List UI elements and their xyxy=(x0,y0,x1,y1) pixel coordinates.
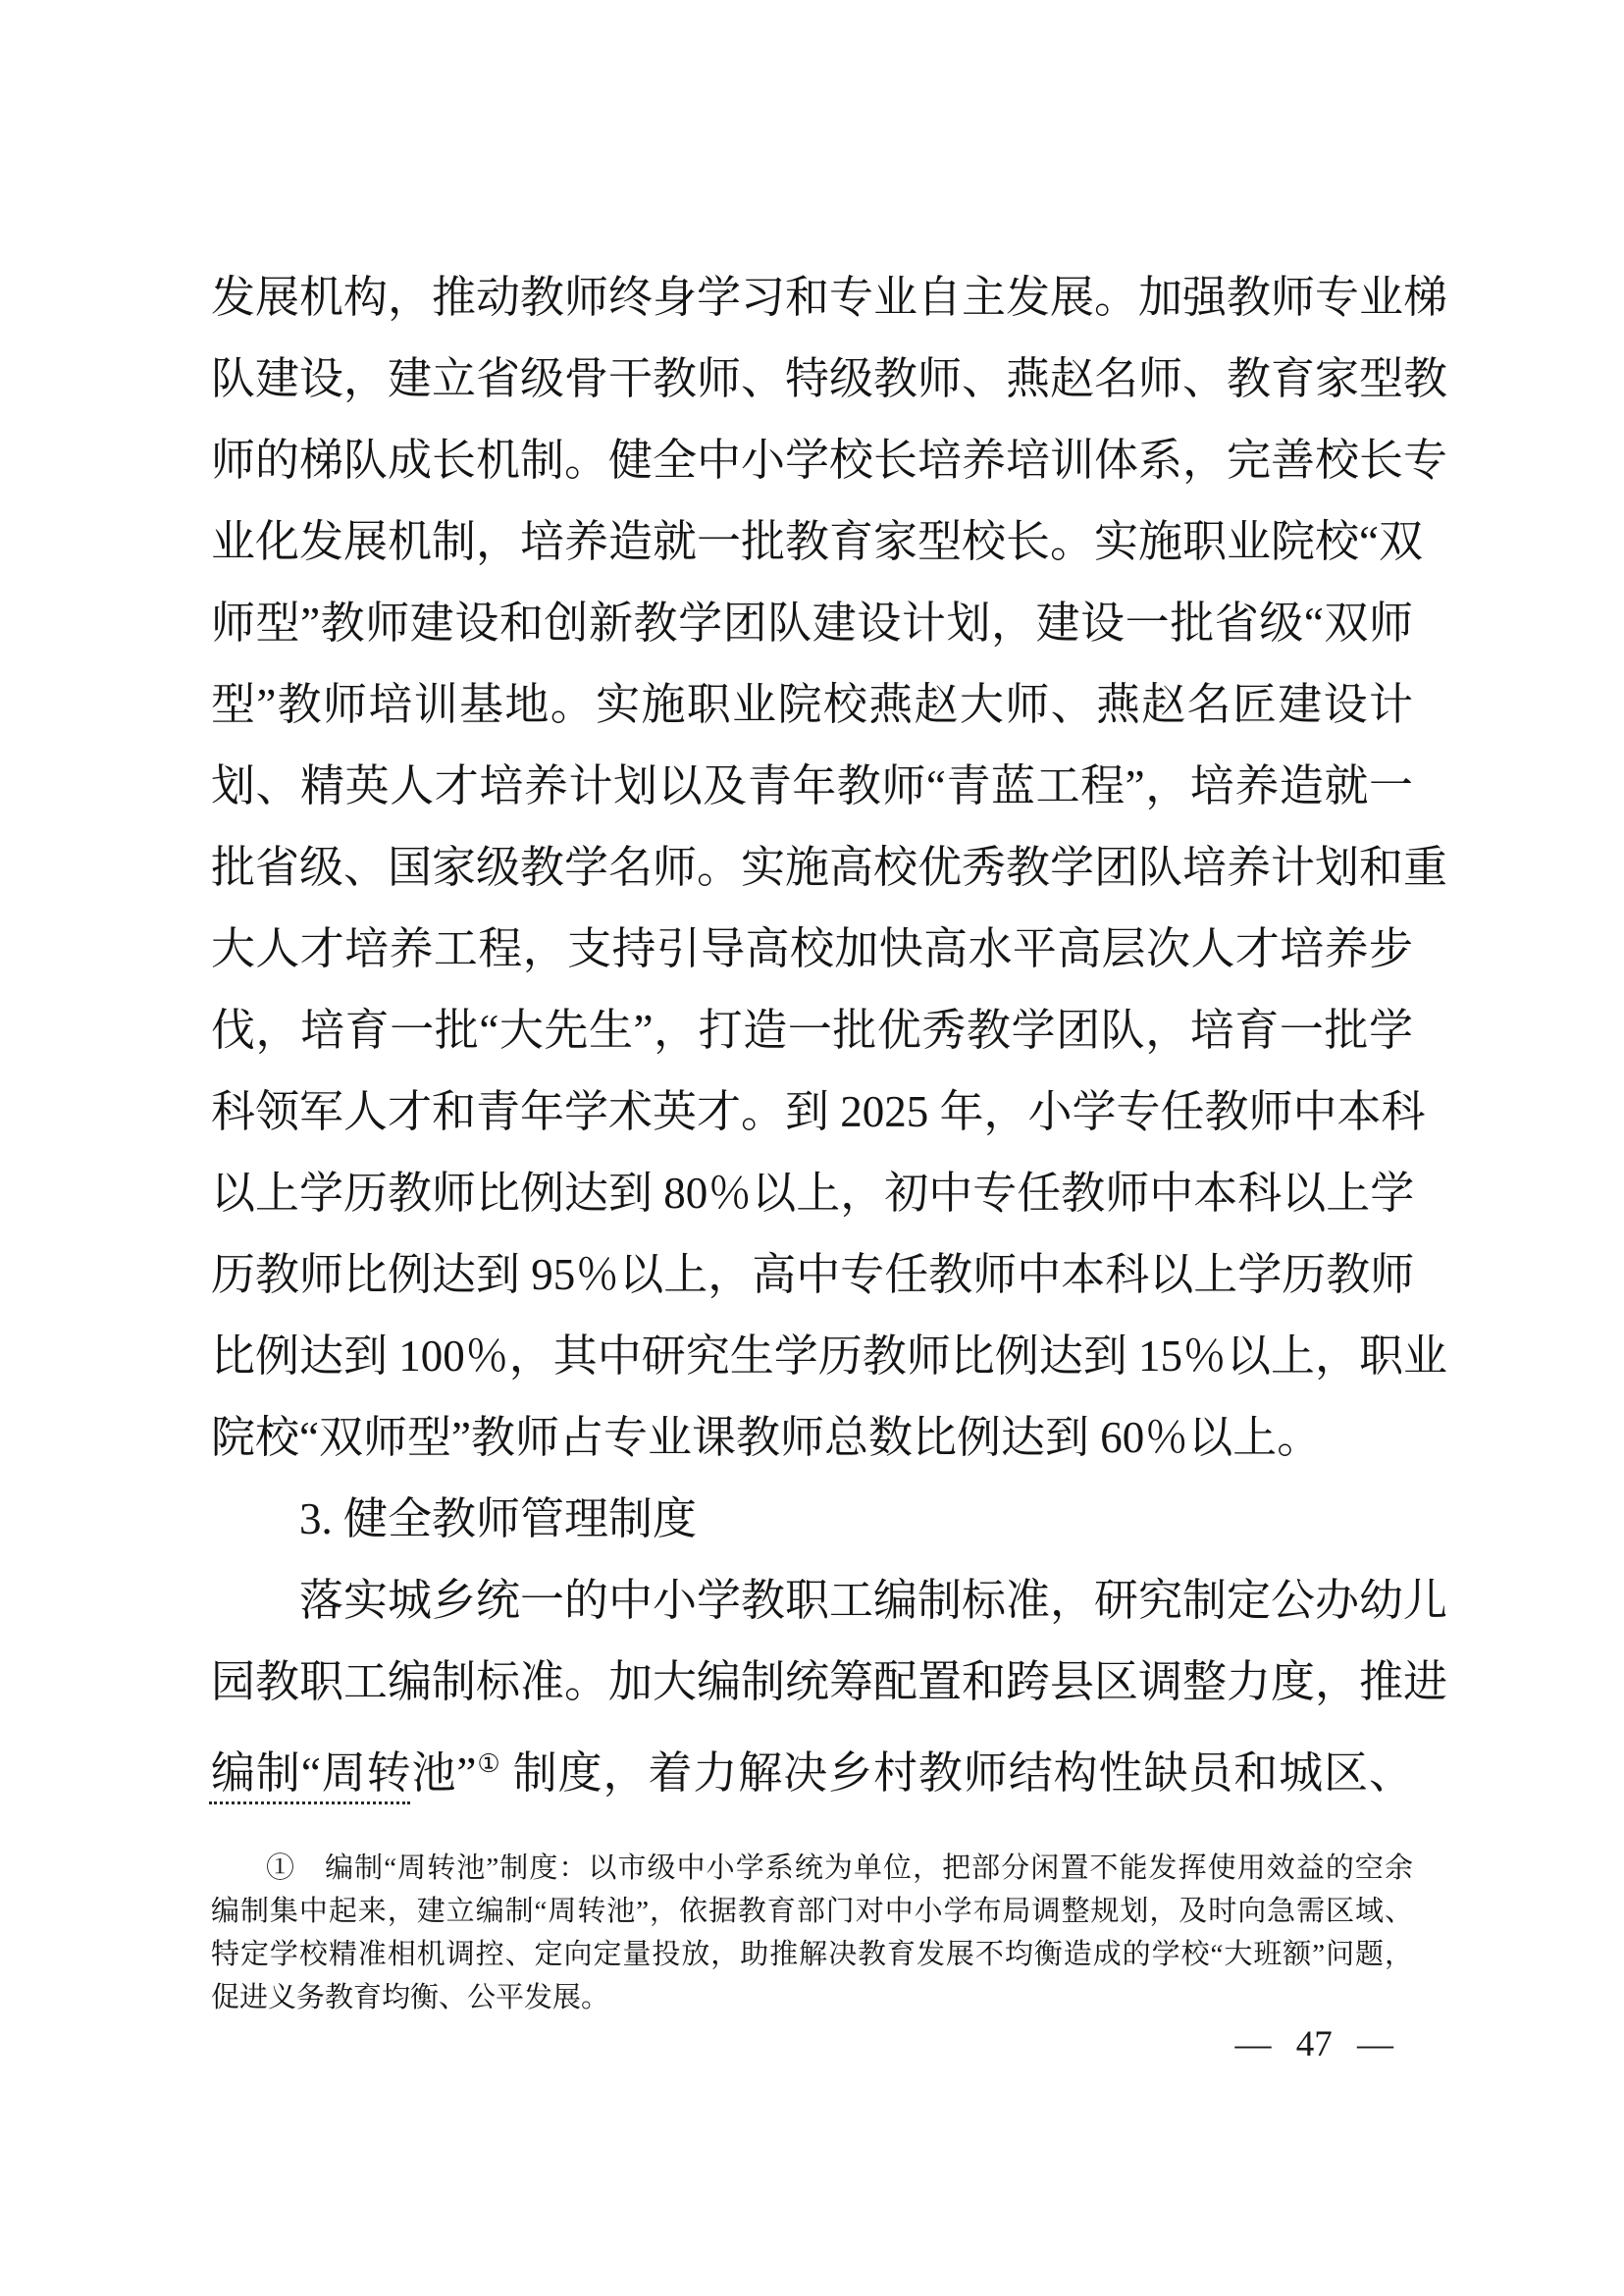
page-number: — 47 — xyxy=(1234,2024,1393,2064)
body-line: 批省级、国家级教学名师。实施高校优秀教学团队培养计划和重 xyxy=(211,843,1448,892)
body-line: 园教职工编制标准。加大编制统筹配置和跨县区调整力度，推进 xyxy=(211,1657,1448,1706)
footnote-line: ① 编制“周转池”制度：以市级中小学系统为单位，把部分闲置不能发挥使用效益的空余 xyxy=(266,1852,1413,1884)
footnote xyxy=(211,1847,1413,2019)
body-line: 以上学历教师比例达到 80％以上，初中专任教师中本科以上学 xyxy=(211,1169,1415,1218)
body-line: 业化发展机制，培养造就一批教育家型校长。实施职业院校“双 xyxy=(211,517,1423,566)
body-line: 院校“双师型”教师占专业课教师总数比例达到 60％以上。 xyxy=(211,1413,1322,1462)
body-line: 历教师比例达到 95％以上，高中专任教师中本科以上学历教师 xyxy=(211,1250,1415,1299)
body-line: 科领军人才和青年学术英才。到 2025 年，小学专任教师中本科 xyxy=(211,1087,1426,1136)
body-line: 划、精英人才培养计划以及青年教师“青蓝工程”，培养造就一 xyxy=(211,761,1413,810)
line-text: 制度，着力解决乡村教师结构性缺员和城区、 xyxy=(500,1748,1413,1798)
body-line: 师型”教师建设和创新教学团队建设计划，建设一批省级“双师 xyxy=(211,599,1413,648)
footnote-line: 特定学校精准相机调控、定向定量投放，助推解决教育发展不均衡造成的学校“大班额”问题， xyxy=(211,1939,1413,1970)
footnote-separator xyxy=(209,1801,410,1804)
body-line: 发展机构，推动教师终身学习和专业自主发展。加强教师专业梯 xyxy=(211,273,1448,322)
line-text: 编制“周转池” xyxy=(211,1748,477,1798)
body-line: 队建设，建立省级骨干教师、特级教师、燕赵名师、教育家型教 xyxy=(211,354,1448,403)
body-text xyxy=(211,257,1448,1814)
section-heading: 3. 健全教师管理制度 xyxy=(299,1494,698,1543)
body-line: 大人才培养工程，支持引导高校加快高水平高层次人才培养步 xyxy=(211,924,1413,973)
body-line: 师的梯队成长机制。健全中小学校长培养培训体系，完善校长专 xyxy=(211,436,1448,485)
body-line: 落实城乡统一的中小学教职工编制标准，研究制定公办幼儿 xyxy=(299,1576,1448,1625)
footnote-line: 编制集中起来，建立编制“周转池”，依据教育部门对中小学布局调整规划，及时向急需区域、 xyxy=(211,1896,1413,1927)
body-line: 比例达到 100％，其中研究生学历教师比例达到 15％以上，职业 xyxy=(211,1331,1448,1381)
body-line: 伐，培育一批“大先生”，打造一批优秀教学团队，培育一批学 xyxy=(211,1006,1413,1055)
body-line: 型”教师培训基地。实施职业院校燕赵大师、燕赵名匠建设计 xyxy=(211,680,1413,729)
footnote-line: 促进义务教育均衡、公平发展。 xyxy=(211,1982,610,2013)
footnote-ref-marker: ① xyxy=(476,1749,501,1778)
